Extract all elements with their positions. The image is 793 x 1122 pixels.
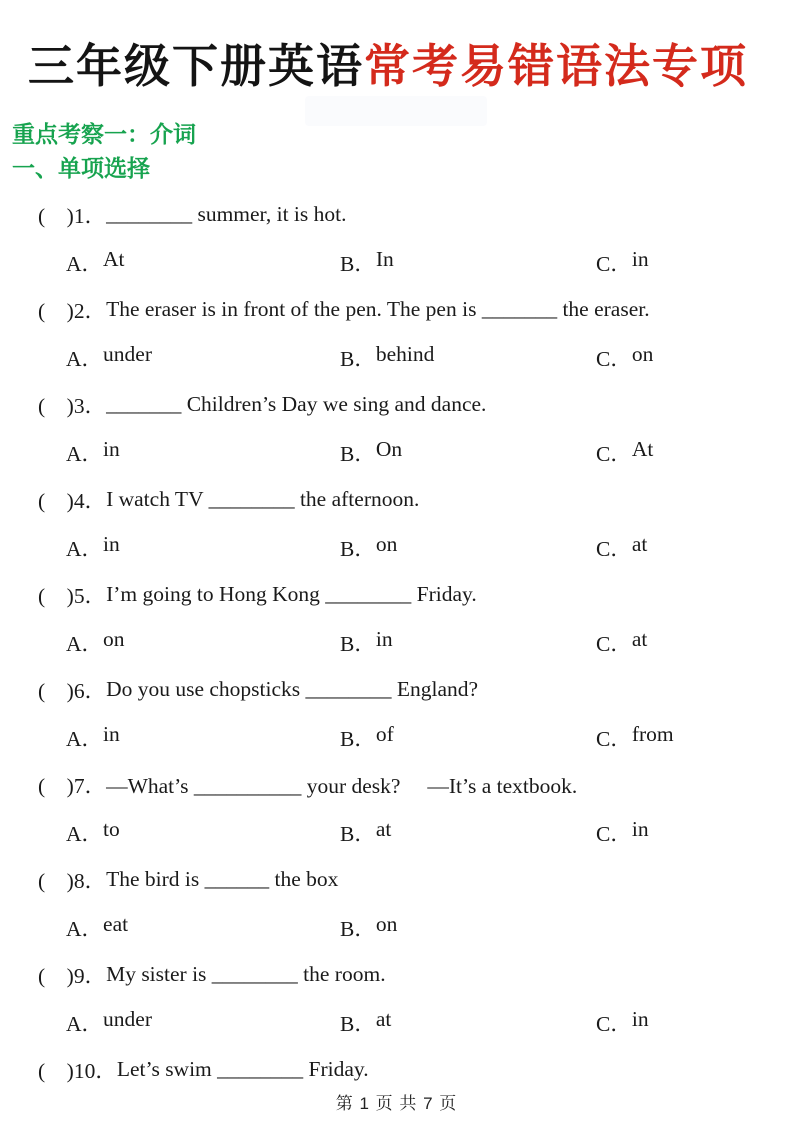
question-prefix: ( )2． bbox=[38, 299, 107, 324]
option-b-text: of bbox=[375, 721, 394, 746]
option-c-text: in bbox=[631, 1006, 649, 1031]
option-a bbox=[66, 532, 120, 563]
option-a bbox=[66, 817, 120, 848]
option-a bbox=[66, 912, 128, 943]
option-a-label: A． bbox=[66, 536, 104, 561]
option-c-text: At bbox=[631, 436, 654, 461]
option-a bbox=[66, 247, 125, 278]
option-a-text: under bbox=[103, 1006, 152, 1031]
options-line-1 bbox=[0, 239, 793, 287]
question-line-6 bbox=[0, 666, 793, 714]
question-line-4 bbox=[0, 476, 793, 524]
question-line-3 bbox=[0, 381, 793, 429]
option-a-label: A． bbox=[66, 251, 104, 276]
option-c-text: at bbox=[631, 626, 648, 651]
question-text: I watch TV ________ the afternoon. bbox=[106, 487, 420, 512]
question-prefix: ( )5． bbox=[38, 584, 107, 609]
option-c-text: from bbox=[631, 721, 674, 746]
option-b-label: B． bbox=[340, 821, 376, 846]
option-a-label: A． bbox=[66, 821, 104, 846]
option-a bbox=[66, 627, 125, 658]
question-line-10 bbox=[0, 1046, 793, 1094]
option-c bbox=[596, 627, 647, 658]
option-b bbox=[340, 817, 391, 848]
option-b-text: behind bbox=[375, 341, 435, 366]
option-b-text: In bbox=[375, 246, 394, 271]
option-b-label: B． bbox=[340, 1011, 376, 1036]
option-a-text: in bbox=[103, 531, 120, 556]
option-a bbox=[66, 342, 152, 373]
option-a bbox=[66, 1007, 152, 1038]
question-line-9 bbox=[0, 951, 793, 999]
question-text: ________ summer, it is hot. bbox=[106, 202, 347, 227]
option-c bbox=[596, 817, 649, 848]
option-c-text: at bbox=[631, 531, 648, 556]
option-a-text: to bbox=[103, 816, 120, 841]
question-text: My sister is ________ the room. bbox=[106, 962, 386, 987]
option-c bbox=[596, 342, 653, 373]
subsection-heading: 一、单项选择 bbox=[12, 155, 150, 181]
question-text: Let’s swim ________ Friday. bbox=[116, 1057, 369, 1082]
option-a bbox=[66, 437, 120, 468]
option-b-text: On bbox=[375, 436, 403, 461]
option-a-label: A． bbox=[66, 726, 104, 751]
options-line-6 bbox=[0, 714, 793, 762]
question-line-5 bbox=[0, 571, 793, 619]
option-b bbox=[340, 627, 393, 658]
question-prefix: ( )9． bbox=[38, 964, 107, 989]
option-c-text: in bbox=[631, 816, 649, 841]
option-c-label: C． bbox=[596, 821, 632, 846]
options-line-3 bbox=[0, 429, 793, 477]
option-a-text: in bbox=[103, 721, 120, 746]
question-list bbox=[0, 191, 793, 1094]
options-line-7 bbox=[0, 809, 793, 857]
page-title bbox=[28, 30, 748, 96]
option-a-label: A． bbox=[66, 916, 104, 941]
option-b-text: on bbox=[375, 531, 398, 556]
option-b-label: B． bbox=[340, 251, 376, 276]
options-line-4 bbox=[0, 524, 793, 572]
option-c bbox=[596, 247, 649, 278]
options-line-9 bbox=[0, 999, 793, 1047]
option-b-text: in bbox=[375, 626, 393, 651]
option-a-text: under bbox=[103, 341, 152, 366]
page-footer: 第 1 页 共 7 页 bbox=[335, 1094, 458, 1113]
option-c-label: C． bbox=[596, 1011, 632, 1036]
option-a-label: A． bbox=[66, 631, 104, 656]
option-a-label: A． bbox=[66, 1011, 104, 1036]
option-c bbox=[596, 532, 647, 563]
option-b-label: B． bbox=[340, 631, 376, 656]
option-b bbox=[340, 722, 394, 753]
question-line-1 bbox=[0, 191, 793, 239]
options-line-2 bbox=[0, 334, 793, 382]
option-b bbox=[340, 912, 397, 943]
option-b-label: B． bbox=[340, 441, 376, 466]
option-b bbox=[340, 437, 402, 468]
option-c-label: C． bbox=[596, 346, 632, 371]
option-b-label: B． bbox=[340, 346, 376, 371]
page-title-red: 常考易错语法专项 bbox=[364, 41, 748, 92]
question-prefix: ( )4． bbox=[38, 489, 107, 514]
question-text: —What’s __________ your desk? —It’s a textbook. bbox=[106, 774, 578, 799]
question-prefix: ( )7． bbox=[38, 774, 107, 799]
question-text: Do you use chopsticks ________ England? bbox=[106, 677, 479, 702]
option-b bbox=[340, 247, 394, 278]
option-b bbox=[340, 532, 397, 563]
question-text: The bird is ______ the box bbox=[106, 867, 339, 892]
option-b-label: B． bbox=[340, 536, 376, 561]
question-line-8 bbox=[0, 856, 793, 904]
options-line-5 bbox=[0, 619, 793, 667]
option-a-text: in bbox=[103, 436, 120, 461]
option-a bbox=[66, 722, 120, 753]
option-c bbox=[596, 1007, 649, 1038]
section-heading: 重点考察一：介词 bbox=[12, 121, 196, 147]
question-prefix: ( )6． bbox=[38, 679, 107, 704]
option-c bbox=[596, 722, 674, 753]
option-b-text: on bbox=[375, 911, 398, 936]
option-b-text: at bbox=[375, 1006, 392, 1031]
option-c-label: C． bbox=[596, 441, 632, 466]
option-c bbox=[596, 437, 653, 468]
option-c-text: in bbox=[631, 246, 649, 271]
option-a-label: A． bbox=[66, 346, 104, 371]
option-b-label: B． bbox=[340, 916, 376, 941]
question-prefix: ( )1． bbox=[38, 204, 107, 229]
question-text: The eraser is in front of the pen. The pen is _______ the eraser. bbox=[106, 297, 650, 322]
option-b bbox=[340, 1007, 391, 1038]
option-c-label: C． bbox=[596, 726, 632, 751]
option-c-label: C． bbox=[596, 251, 632, 276]
option-a-label: A． bbox=[66, 441, 104, 466]
option-b-text: at bbox=[375, 816, 392, 841]
title-shadow-box bbox=[305, 96, 487, 126]
question-prefix: ( )10． bbox=[38, 1059, 117, 1084]
question-prefix: ( )3． bbox=[38, 394, 107, 419]
question-text: _______ Children’s Day we sing and dance. bbox=[106, 392, 487, 417]
question-prefix: ( )8． bbox=[38, 869, 107, 894]
option-c-label: C． bbox=[596, 631, 632, 656]
option-b-label: B． bbox=[340, 726, 376, 751]
option-b bbox=[340, 342, 434, 373]
question-line-2 bbox=[0, 286, 793, 334]
question-text: I’m going to Hong Kong ________ Friday. bbox=[106, 582, 477, 607]
option-a-text: At bbox=[103, 246, 125, 271]
options-line-8 bbox=[0, 904, 793, 952]
option-c-text: on bbox=[631, 341, 654, 366]
option-a-text: eat bbox=[103, 911, 129, 936]
option-a-text: on bbox=[103, 626, 125, 651]
option-c-label: C． bbox=[596, 536, 632, 561]
question-line-7 bbox=[0, 761, 793, 809]
page-title-black: 三年级下册英语 bbox=[28, 41, 364, 92]
